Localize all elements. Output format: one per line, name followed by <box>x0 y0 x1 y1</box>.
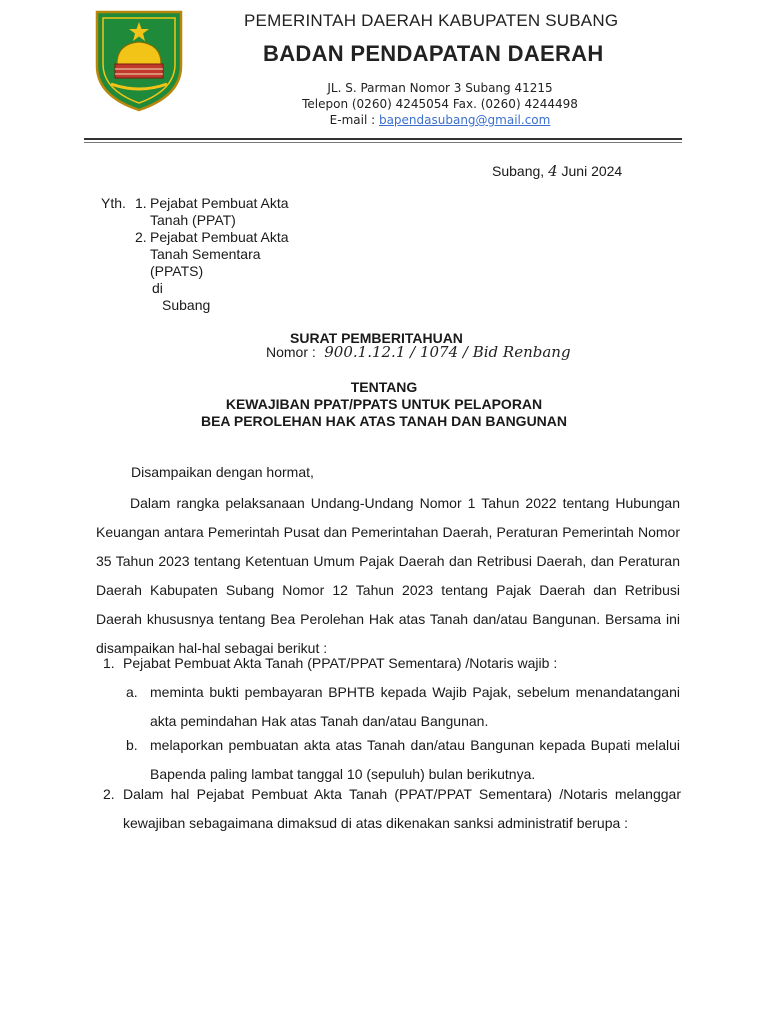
date-month-year: Juni 2024 <box>557 163 623 179</box>
agency-phone: Telepon (0260) 4245054 Fax. (0260) 4244498 <box>302 97 578 111</box>
letter-type: SURAT PEMBERITAHUAN <box>290 330 463 346</box>
recipient-1-num: 1. <box>135 195 147 211</box>
recipient-2-line1: Pejabat Pembuat Akta <box>150 229 289 245</box>
recipient-2-line3: (PPATS) <box>150 263 204 279</box>
subject-line-2: BEA PEROLEHAN HAK ATAS TANAH DAN BANGUNAN <box>200 413 568 429</box>
date-place: Subang, <box>492 163 549 179</box>
recipient-1-line1: Pejabat Pembuat Akta <box>150 195 289 211</box>
item-1b-letter: b. <box>126 737 138 753</box>
letter-number-label: Nomor : <box>266 344 316 360</box>
item-1-text: Pejabat Pembuat Akta Tanah (PPAT/PPAT Sementara) /Notaris wajib : <box>123 655 558 671</box>
government-name: PEMERINTAH DAERAH KABUPATEN SUBANG <box>244 11 619 30</box>
item-1-number: 1. <box>103 655 115 671</box>
recipient-city: Subang <box>162 297 211 313</box>
item-1a-text: meminta bukti pembayaran BPHTB kepada Wajib Pajak, sebelum menandatangani akta pemindahan Hak atas Tanah dan/atau Bangunan. <box>150 684 680 729</box>
recipient-1-line2: Tanah (PPAT) <box>150 212 236 228</box>
recipient-di: di <box>152 280 163 296</box>
intro-paragraph: Dalam rangka pelaksanaan Undang-Undang Nomor 1 Tahun 2022 tentang Hubungan Keuangan antara Pemerintah Pusat dan Pemerintahan Daerah, Peraturan Pemerintah Nomor 35 Tahun 2023 tentang Ketentuan Umum Pajak Daerah dan Retribusi Daerah, dan Peraturan Daerah Kabupaten Subang Nomor 12 Tahun 2023 tentang Pajak Daerah dan Retribusi Daerah khususnya tentang Bea Perolehan Hak atas Tanah dan/atau Bangunan. Bersama ini disampaikan hal-hal sebagai berikut : <box>96 495 680 656</box>
recipient-2-num: 2. <box>135 229 147 245</box>
agency-name: BADAN PENDAPATAN DAERAH <box>263 41 604 66</box>
letter-number <box>266 343 571 362</box>
item-1a-letter: a. <box>126 684 138 700</box>
letterhead-divider-thin <box>84 142 682 143</box>
email-link[interactable]: bapendasubang@gmail.com <box>378 113 551 127</box>
email-label: E-mail : <box>329 113 379 127</box>
recipient-2-line2: Tanah Sementara <box>150 246 261 262</box>
subject-word: TENTANG <box>350 379 418 395</box>
letter-number-handwritten: 900.1.12.1 / 1074 / Bid Renbang <box>324 343 571 361</box>
subject-line-1: KEWAJIBAN PPAT/PPATS UNTUK PELAPORAN <box>225 396 543 412</box>
agency-address: JL. S. Parman Nomor 3 Subang 41215 <box>327 81 553 95</box>
item-1b-text: melaporkan pembuatan akta atas Tanah dan/atau Bangunan kepada Bupati melalui Bapenda paling lambat tanggal 10 (sepuluh) bulan berikutnya. <box>150 737 680 782</box>
letter-date <box>492 162 622 180</box>
date-day-handwritten: 4 <box>548 162 558 180</box>
agency-email-line <box>290 113 590 127</box>
item-2-number: 2. <box>103 786 115 802</box>
greeting: Disampaikan dengan hormat, <box>131 464 314 480</box>
item-2-text: Dalam hal Pejabat Pembuat Akta Tanah (PPAT/PPAT Sementara) /Notaris melanggar kewajiban sebagaimana dimaksud di atas dikenakan sanksi administratif berupa : <box>123 786 681 831</box>
regency-logo <box>93 8 185 112</box>
recipient-prefix: Yth. <box>101 195 126 211</box>
letterhead-divider <box>84 138 682 140</box>
